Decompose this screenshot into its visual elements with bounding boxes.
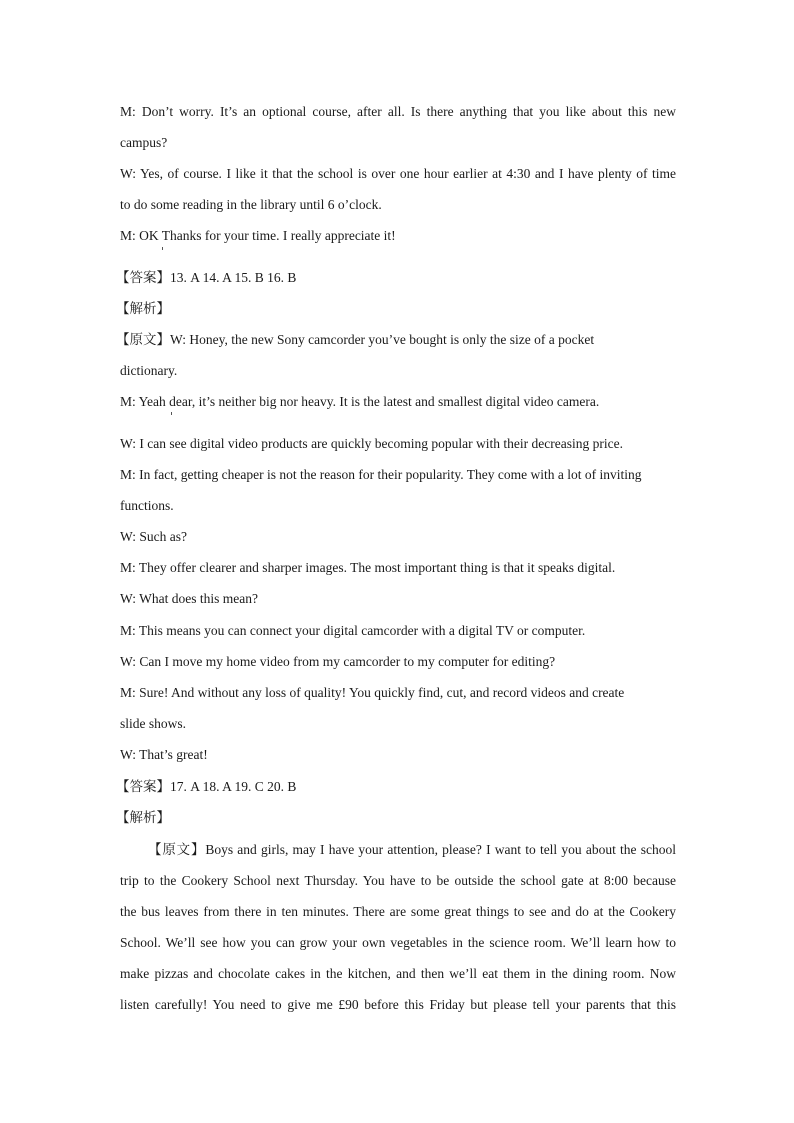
text-line: dictionary. bbox=[120, 363, 178, 378]
punctuation-mark bbox=[162, 247, 163, 250]
text-line: M: Don’t worry. It’s an optional course, after all. Is there anything that you like about this new bbox=[120, 104, 676, 119]
text-line: M: Sure! And without any loss of quality! You quickly find, cut, and record videos and create bbox=[120, 685, 625, 700]
text-line: W: That’s great! bbox=[120, 747, 208, 762]
answer-line: 【答案】17. A 18. A 19. C 20. B bbox=[116, 779, 297, 794]
text-line: functions. bbox=[120, 498, 174, 513]
text-line: listen carefully! You need to give me £90 before this Friday but please tell your parents that this bbox=[120, 997, 676, 1012]
text-line: campus? bbox=[120, 135, 168, 150]
text-line: W: Such as? bbox=[120, 529, 187, 544]
punctuation-mark bbox=[171, 412, 172, 415]
text-line: W: I can see digital video products are quickly becoming popular with their decreasing price. bbox=[120, 436, 623, 451]
text-line: M: They offer clearer and sharper images. The most important thing is that it speaks digital. bbox=[120, 560, 616, 575]
analysis-heading: 【解析】 bbox=[116, 301, 170, 316]
text-line: W: Yes, of course. I like it that the school is over one hour earlier at 4:30 and I have plenty of time bbox=[120, 166, 676, 181]
text-line: 【原文】Boys and girls, may I have your attention, please? I want to tell you about the school bbox=[148, 842, 676, 857]
text-line: 【原文】W: Honey, the new Sony camcorder you’ve bought is only the size of a pocket bbox=[116, 332, 595, 347]
text-line: slide shows. bbox=[120, 716, 187, 731]
answer-line: 【答案】13. A 14. A 15. B 16. B bbox=[116, 270, 297, 285]
text-line: M: OK Thanks for your time. I really appreciate it! bbox=[120, 228, 396, 243]
text-line: School. We’ll see how you can grow your own vegetables in the science room. We’ll learn how to bbox=[120, 935, 676, 950]
analysis-heading: 【解析】 bbox=[116, 810, 170, 825]
text-line: make pizzas and chocolate cakes in the kitchen, and then we’ll eat them in the dining room. Now bbox=[120, 966, 676, 981]
text-line: M: In fact, getting cheaper is not the reason for their popularity. They come with a lot of inviting bbox=[120, 467, 642, 482]
text-line: trip to the Cookery School next Thursday. You have to be outside the school gate at 8:00 because bbox=[120, 873, 676, 888]
text-line: to do some reading in the library until 6 o’clock. bbox=[120, 197, 382, 212]
text-line: M: This means you can connect your digital camcorder with a digital TV or computer. bbox=[120, 623, 586, 638]
text-line: M: Yeah dear, it’s neither big nor heavy. It is the latest and smallest digital video camera. bbox=[120, 394, 600, 409]
text-line: the bus leaves from there in ten minutes. There are some great things to see and do at the Cookery bbox=[120, 904, 676, 919]
text-line: W: What does this mean? bbox=[120, 591, 258, 606]
text-line: W: Can I move my home video from my camcorder to my computer for editing? bbox=[120, 654, 556, 669]
